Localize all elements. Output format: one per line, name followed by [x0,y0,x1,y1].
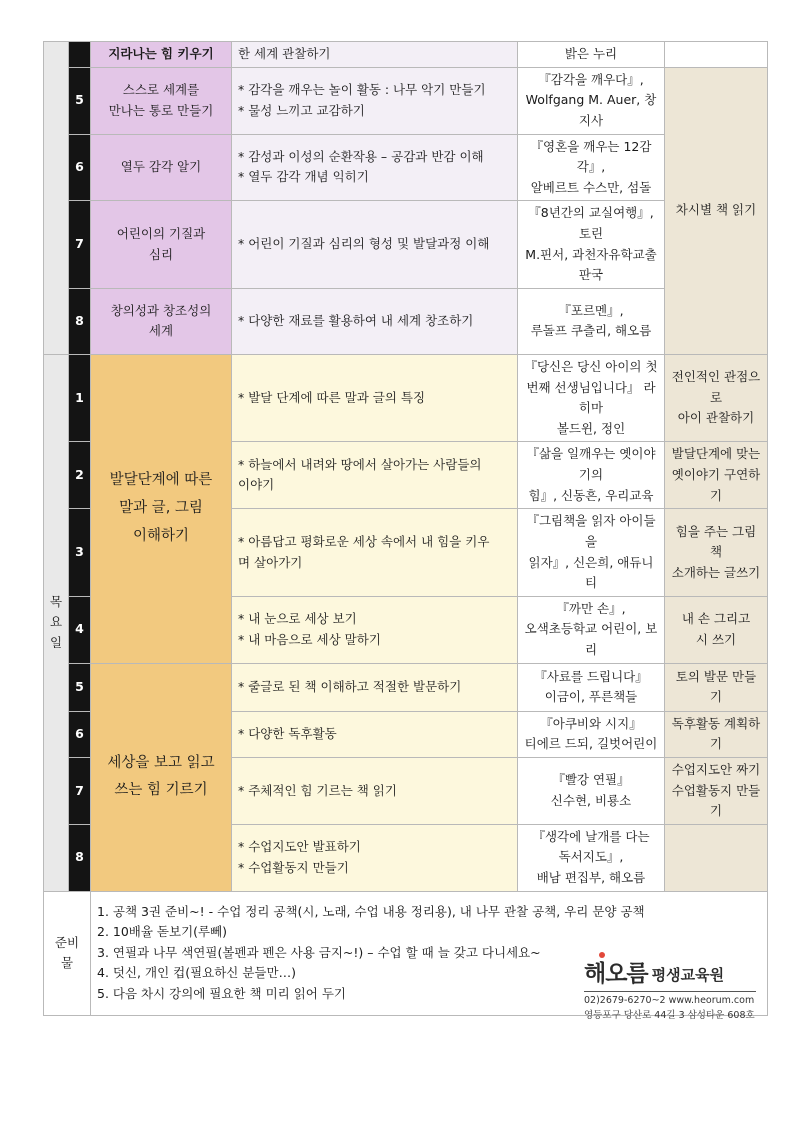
theme-cell-line: 열두 감각 알기 [120,159,202,175]
book-cell-line: M.핀서, 과천자유학교출판국 [525,246,657,283]
content-cell-line: * 줄글로 된 책 이해하고 적절한 발문하기 [238,678,462,694]
content-cell [232,663,518,711]
theme-cell: 지라나는 힘 키우기 [91,42,232,68]
session-number: 7 [69,757,91,824]
day-cell-top [44,42,69,355]
table-row [44,354,768,442]
theme-cell-line: 세계 [148,323,174,339]
prep-label-line: 물 [60,955,74,971]
book-cell-line: 『8년간의 교실여행』, 토린 [528,205,654,241]
task-cell-line: 아이 관찰하기 [677,410,755,426]
content-cell-line: * 다양한 재료를 활용하여 내 세계 창조하기 [238,313,474,329]
task-cell-line: 수업지도안 짜기 [671,761,761,777]
content-cell-line: * 하늘에서 내려와 땅에서 살아가는 사람들의 [238,456,482,472]
content-cell-line: * 어린이 기질과 심리의 형성 및 발달과정 이해 [238,236,490,252]
content-cell [232,711,518,757]
book-cell-line: 『사료를 드립니다』 [534,668,648,684]
book-cell-line: Wolfgang M. Auer, 창지사 [525,92,657,128]
theme-cell [91,288,232,354]
task-cell [665,824,768,891]
day-label-line: 요 [50,614,63,630]
theme-cell-line: 이해하기 [132,527,190,544]
session-number: 7 [69,201,91,289]
book-cell [518,354,665,442]
content-cell-line: * 수업활동지 만들기 [238,859,349,875]
task-cell [665,663,768,711]
table-row [44,67,768,134]
book-cell-line: 알베르트 수스만, 섬돌 [530,179,652,195]
theme-cell [91,663,232,891]
task-cell [665,596,768,663]
book-cell-line: 『삶을 일깨우는 옛이야기의 [526,446,656,482]
prep-label-line: 준비 [54,934,80,950]
book-cell-line: 『감각을 깨우다』, [538,71,644,87]
task-cell-line: 소개하는 글쓰기 [671,564,761,580]
content-cell [232,442,518,509]
theme-cell [91,354,232,663]
table-row [44,201,768,289]
theme-cell-line: 말과 글, 그림 [119,499,203,516]
logo-mark [584,955,648,988]
content-cell [232,354,518,442]
table-row [44,288,768,354]
book-cell-line: 『포르멘』, [558,302,624,318]
logo [584,958,764,988]
table-row [44,663,768,711]
task-cell-line: 수업활동지 만들기 [671,782,761,819]
task-cell-line: 내 손 그리고 [681,611,751,627]
content-cell-line: 이야기 [238,477,275,493]
book-cell [518,596,665,663]
task-cell: 차시별 책 읽기 [665,67,768,354]
session-number: 8 [69,824,91,891]
session-number: 6 [69,134,91,201]
session-number [69,42,91,68]
content-cell-line: * 내 눈으로 세상 보기 [238,611,357,627]
content-cell [232,288,518,354]
book-cell [518,757,665,824]
content-cell-line: * 발달 단계에 따른 말과 글의 특징 [238,389,426,405]
task-cell [665,42,768,68]
book-cell-line: 『그림책을 읽자 아이들을 [526,513,656,549]
task-cell-line: 발달단계에 맞는 [671,446,761,462]
task-cell-line: 시 쓰기 [695,631,737,647]
task-cell-line: 힘을 주는 그림책 [675,523,757,560]
day-label [44,354,69,891]
task-cell-line: 토의 발문 만들기 [675,668,757,705]
book-cell [518,442,665,509]
table-row [44,134,768,201]
book-cell-line: 오색초등학교 어린이, 보리 [524,621,658,657]
logo-org-name: 평생교육원 [651,966,725,984]
book-cell [518,663,665,711]
book-cell-line: 『아쿠비와 시지』 [540,715,642,731]
content-cell-line: * 감각을 깨우는 놀이 활동 : 나무 악기 만들기 [238,81,486,97]
task-cell [665,442,768,509]
content-cell-line: * 수업지도안 발표하기 [238,839,361,855]
day-label-line: 목 [50,593,63,609]
book-cell: 밝은 누리 [518,42,665,68]
book-cell-line: 『생각에 날개를 다는 [532,828,650,844]
book-cell [518,67,665,134]
prep-list-line: 2. 10배율 돋보기(루뻬) [97,924,228,940]
content-cell [232,67,518,134]
content-cell [232,134,518,201]
task-cell [665,711,768,757]
book-cell [518,134,665,201]
session-number: 5 [69,67,91,134]
session-number: 8 [69,288,91,354]
prep-list-line: 4. 덧신, 개인 컵(필요하신 분들만…) [97,965,296,981]
book-cell [518,509,665,597]
book-cell-line: 『당신은 당신 아이의 첫 [524,358,658,374]
theme-cell [91,201,232,289]
content-cell [232,824,518,891]
session-number: 1 [69,354,91,442]
session-number: 3 [69,509,91,597]
contact-address: 영등포구 당산로 44길 3 삼성타운 608호 [584,1010,755,1022]
theme-cell-line: 스스로 세계를 [122,81,200,97]
book-cell-line: 읽자』, 신은희, 애듀니티 [528,554,654,591]
footer-divider [584,991,756,992]
content-cell-line: * 아름답고 평화로운 세상 속에서 내 힘을 키우 [238,533,490,549]
book-cell-line: 독서지도』, [558,849,624,865]
content-cell [232,201,518,289]
task-cell [665,757,768,824]
book-cell-line: 『빨강 연필』 [552,772,630,788]
content-cell [232,509,518,597]
content-cell-line: 며 살아가기 [238,554,303,570]
content-cell [232,757,518,824]
footer [584,958,764,1023]
logo-mark-text: 해오름 [584,961,648,987]
content-cell-line: * 열두 감각 개념 익히기 [238,169,369,185]
book-cell-line: 이금이, 푸른책들 [544,689,638,705]
theme-cell-line: 심리 [148,246,174,262]
content-cell-line: * 감성과 이성의 순환작용 – 공감과 반감 이해 [238,148,484,164]
session-number: 5 [69,663,91,711]
book-cell-line: 번째 선생님입니다』 라히마 [526,379,656,416]
prep-list-line: 1. 공책 3권 준비~! - 수업 정리 공책(시, 노래, 수업 내용 정리용), 내 나무 관찰 공책, 우리 문양 공책 [97,903,645,919]
book-cell-line: 신수현, 비룡소 [550,792,632,808]
book-cell-line: 힘』, 신동흔, 우리교육 [528,487,654,503]
schedule-table [43,41,768,1016]
theme-cell-line: 쓰는 힘 기르기 [114,782,208,799]
session-number: 4 [69,596,91,663]
book-cell-line: 『영혼을 깨우는 12감각』, [530,138,652,175]
table-row [44,42,768,68]
content-cell: 한 세계 관찰하기 [232,42,518,68]
content-cell [232,596,518,663]
prep-list-line: 5. 다음 차시 강의에 필요한 책 미리 읽어 두기 [97,986,346,1002]
theme-cell-line: 만나는 통로 만들기 [108,102,214,118]
theme-cell-line: 어린이의 기질과 [116,226,206,241]
book-cell [518,201,665,289]
theme-cell-line: 세상을 보고 읽고 [107,754,215,771]
book-cell-line: 티에르 드되, 길벗어린이 [524,736,658,752]
book-cell-line: 볼드윈, 정인 [556,420,626,436]
content-cell-line: * 주체적인 힘 기르는 책 읽기 [238,782,397,798]
book-cell [518,824,665,891]
content-cell-line: * 다양한 독후활동 [238,725,337,741]
prep-list-line: 3. 연필과 나무 색연필(볼펜과 펜은 사용 금지~!) – 수업 할 때 늘 갖고 다니세요~ [97,944,541,960]
prep-label [44,891,91,1015]
theme-cell-line: 창의성과 창조성의 [110,302,212,318]
book-cell-line: 배남 편집부, 해오름 [536,870,646,885]
session-number: 2 [69,442,91,509]
book-cell-line: 루돌프 쿠츨리, 해오름 [530,323,652,339]
task-cell-line: 옛이야기 구연하기 [671,467,761,503]
day-label-line: 일 [50,635,63,651]
content-cell-line: * 내 마음으로 세상 말하기 [238,631,381,647]
task-cell [665,354,768,442]
logo-sun-icon [599,952,605,958]
book-cell-line: 『까만 손』, [556,600,626,616]
session-number: 6 [69,711,91,757]
theme-cell-line: 발달단계에 따른 [109,472,213,489]
content-cell-line: * 물성 느끼고 교감하기 [238,102,365,118]
task-cell-line: 전인적인 관점으로 [671,369,761,405]
task-cell-line: 독후활동 계획하기 [671,715,761,752]
theme-cell [91,134,232,201]
book-cell [518,288,665,354]
theme-cell [91,67,232,134]
contact-phone-web: 02)2679-6270~2 www.heorum.com [584,995,755,1006]
book-cell [518,711,665,757]
task-cell [665,509,768,597]
